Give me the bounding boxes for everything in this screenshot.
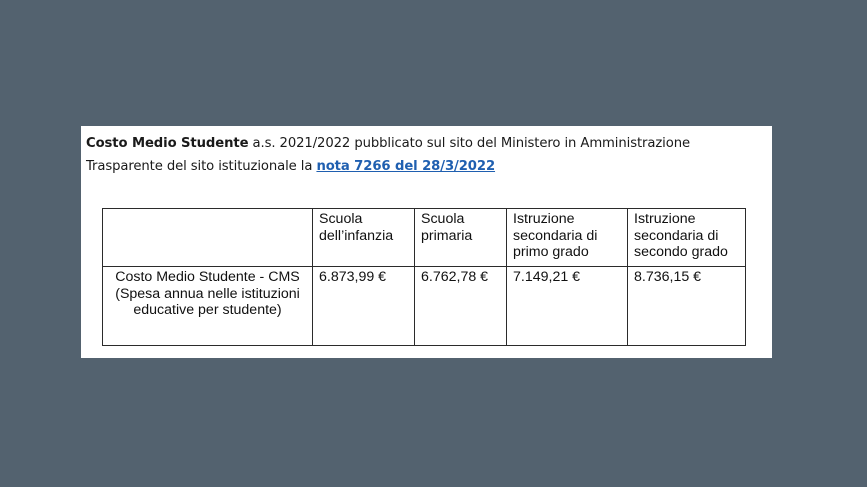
- intro-text: a.s. 2021/2022 pubblicato sul sito del Ministero in Amministrazione Trasparente del sito istituzionale la: [86, 136, 690, 174]
- header-cell-primaria: Scuola primaria: [415, 209, 507, 267]
- header-cell-infanzia: Scuola dell’infanzia: [313, 209, 415, 267]
- row-label-cell: Costo Medio Studente - CMS (Spesa annua nelle istituzioni educative per studente): [103, 267, 313, 346]
- header-cell-secondaria-primo: Istruzione secondaria di primo grado: [507, 209, 628, 267]
- value-cell-secondaria-primo: 7.149,21 €: [507, 267, 628, 346]
- header-cell-empty: [103, 209, 313, 267]
- value-cell-infanzia: 6.873,99 €: [313, 267, 415, 346]
- nota-link[interactable]: nota 7266 del 28/3/2022: [316, 159, 496, 174]
- intro-title: Costo Medio Studente: [86, 136, 249, 151]
- intro-paragraph: [86, 132, 766, 178]
- value-cell-primaria: 6.762,78 €: [415, 267, 507, 346]
- cms-table: [102, 208, 746, 346]
- document-snippet: [81, 126, 772, 358]
- header-cell-secondaria-secondo: Istruzione secondaria di secondo grado: [628, 209, 746, 267]
- value-cell-secondaria-secondo: 8.736,15 €: [628, 267, 746, 346]
- table-row: [103, 267, 746, 346]
- table-header-row: [103, 209, 746, 267]
